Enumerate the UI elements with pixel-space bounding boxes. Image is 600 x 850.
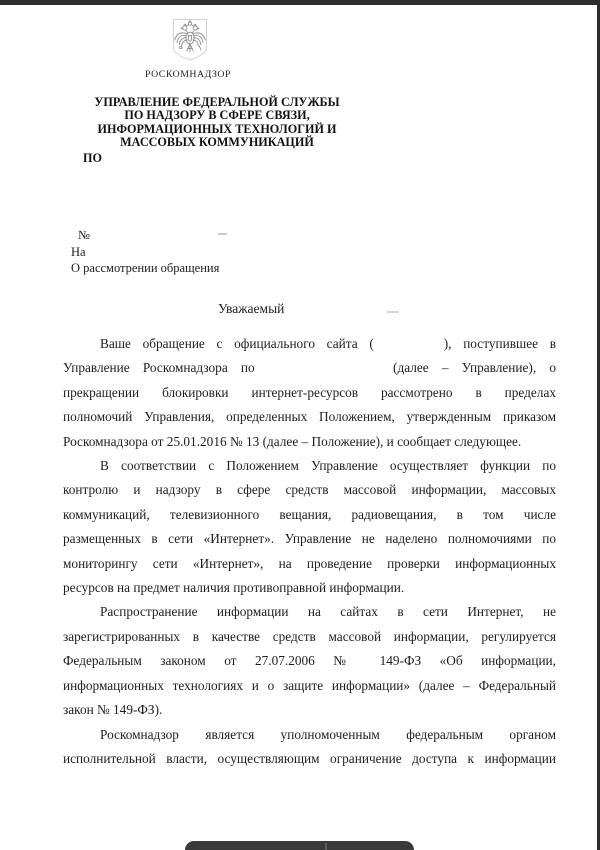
body-line: прекращении блокировки интернет-ресурсов рассмотрено в пределах bbox=[63, 384, 556, 400]
letter-body bbox=[63, 332, 556, 771]
body-line: Ваше обращение с официального сайта ( ), поступившее в bbox=[100, 336, 556, 351]
body-line: исполнительной власти, осуществляющим ограничение доступа к информации bbox=[63, 750, 556, 766]
body-paragraph bbox=[63, 723, 556, 772]
agency-header-line: ПО bbox=[83, 150, 102, 165]
agency-header-line: ПО НАДЗОРУ В СФЕРЕ СВЯЗИ, bbox=[124, 108, 310, 123]
agency-header-line: ИНФОРМАЦИОННЫХ ТЕХНОЛОГИЙ И bbox=[97, 121, 337, 136]
redaction-mark bbox=[218, 233, 227, 235]
agency-name: РОСКОМНАДЗОР bbox=[145, 69, 231, 80]
body-line: закон № 149-ФЗ). bbox=[63, 702, 163, 718]
salutation: Уважаемый bbox=[218, 301, 285, 316]
agency-header-line: МАССОВЫХ КОММУНИКАЦИЙ bbox=[120, 135, 314, 150]
redacted-gap bbox=[268, 371, 380, 372]
reply-to-label: На bbox=[71, 245, 86, 259]
body-line: размещенных в сети «Интернет». Управление не наделено полномочиями по bbox=[63, 531, 556, 547]
body-line: полномочий Управления, определенных Положением, утвержденным приказом bbox=[63, 409, 556, 425]
toolbar-divider bbox=[325, 843, 327, 850]
agency-header bbox=[57, 96, 377, 165]
body-line: Роскомнадзора от 25.01.2016 № 13 (далее – Положение), и сообщает следующее. bbox=[63, 433, 522, 449]
body-line: В соответствии с Положением Управление осуществляет функции по bbox=[100, 458, 556, 474]
redacted-gap bbox=[374, 347, 444, 348]
body-line: Федеральным законом от 27.07.2006 № 149-ФЗ «Об информации, bbox=[63, 653, 556, 669]
viewer-bottom-toolbar[interactable] bbox=[185, 841, 414, 850]
doc-subject: О рассмотрении обращения bbox=[71, 261, 220, 275]
viewer-top-edge bbox=[0, 0, 600, 5]
body-line: информационных технологиях и о защите информации» (далее – Федеральный bbox=[63, 677, 556, 693]
body-line: Управление Роскомнадзора по (далее – Управление), о bbox=[63, 360, 557, 376]
body-paragraph bbox=[63, 454, 556, 600]
body-paragraph bbox=[63, 600, 556, 722]
agency-header-line: УПРАВЛЕНИЕ ФЕДЕРАЛЬНОЙ СЛУЖБЫ bbox=[94, 95, 340, 109]
doc-number-label: № bbox=[78, 228, 90, 242]
body-line: мониторингу сети «Интернет», на проведение проверки информационных bbox=[63, 555, 556, 571]
body-line: ресурсов на предмет наличия противоправной информации. bbox=[63, 580, 405, 596]
body-line: Роскомнадзор является уполномоченным федеральным органом bbox=[100, 726, 556, 742]
russia-coat-of-arms-icon bbox=[167, 17, 213, 63]
body-paragraph bbox=[63, 332, 556, 454]
body-line: коммуникаций, телевизионного вещания, радиовещания, в том числе bbox=[63, 506, 556, 522]
body-line: контролю и надзору в сфере средств массовой информации, массовых bbox=[63, 482, 556, 498]
body-line: зарегистрированных в качестве средств массовой информации, регулируется bbox=[63, 628, 556, 644]
redaction-mark bbox=[387, 311, 399, 313]
body-line: Распространение информации на сайтах в сети Интернет, не bbox=[100, 604, 556, 620]
